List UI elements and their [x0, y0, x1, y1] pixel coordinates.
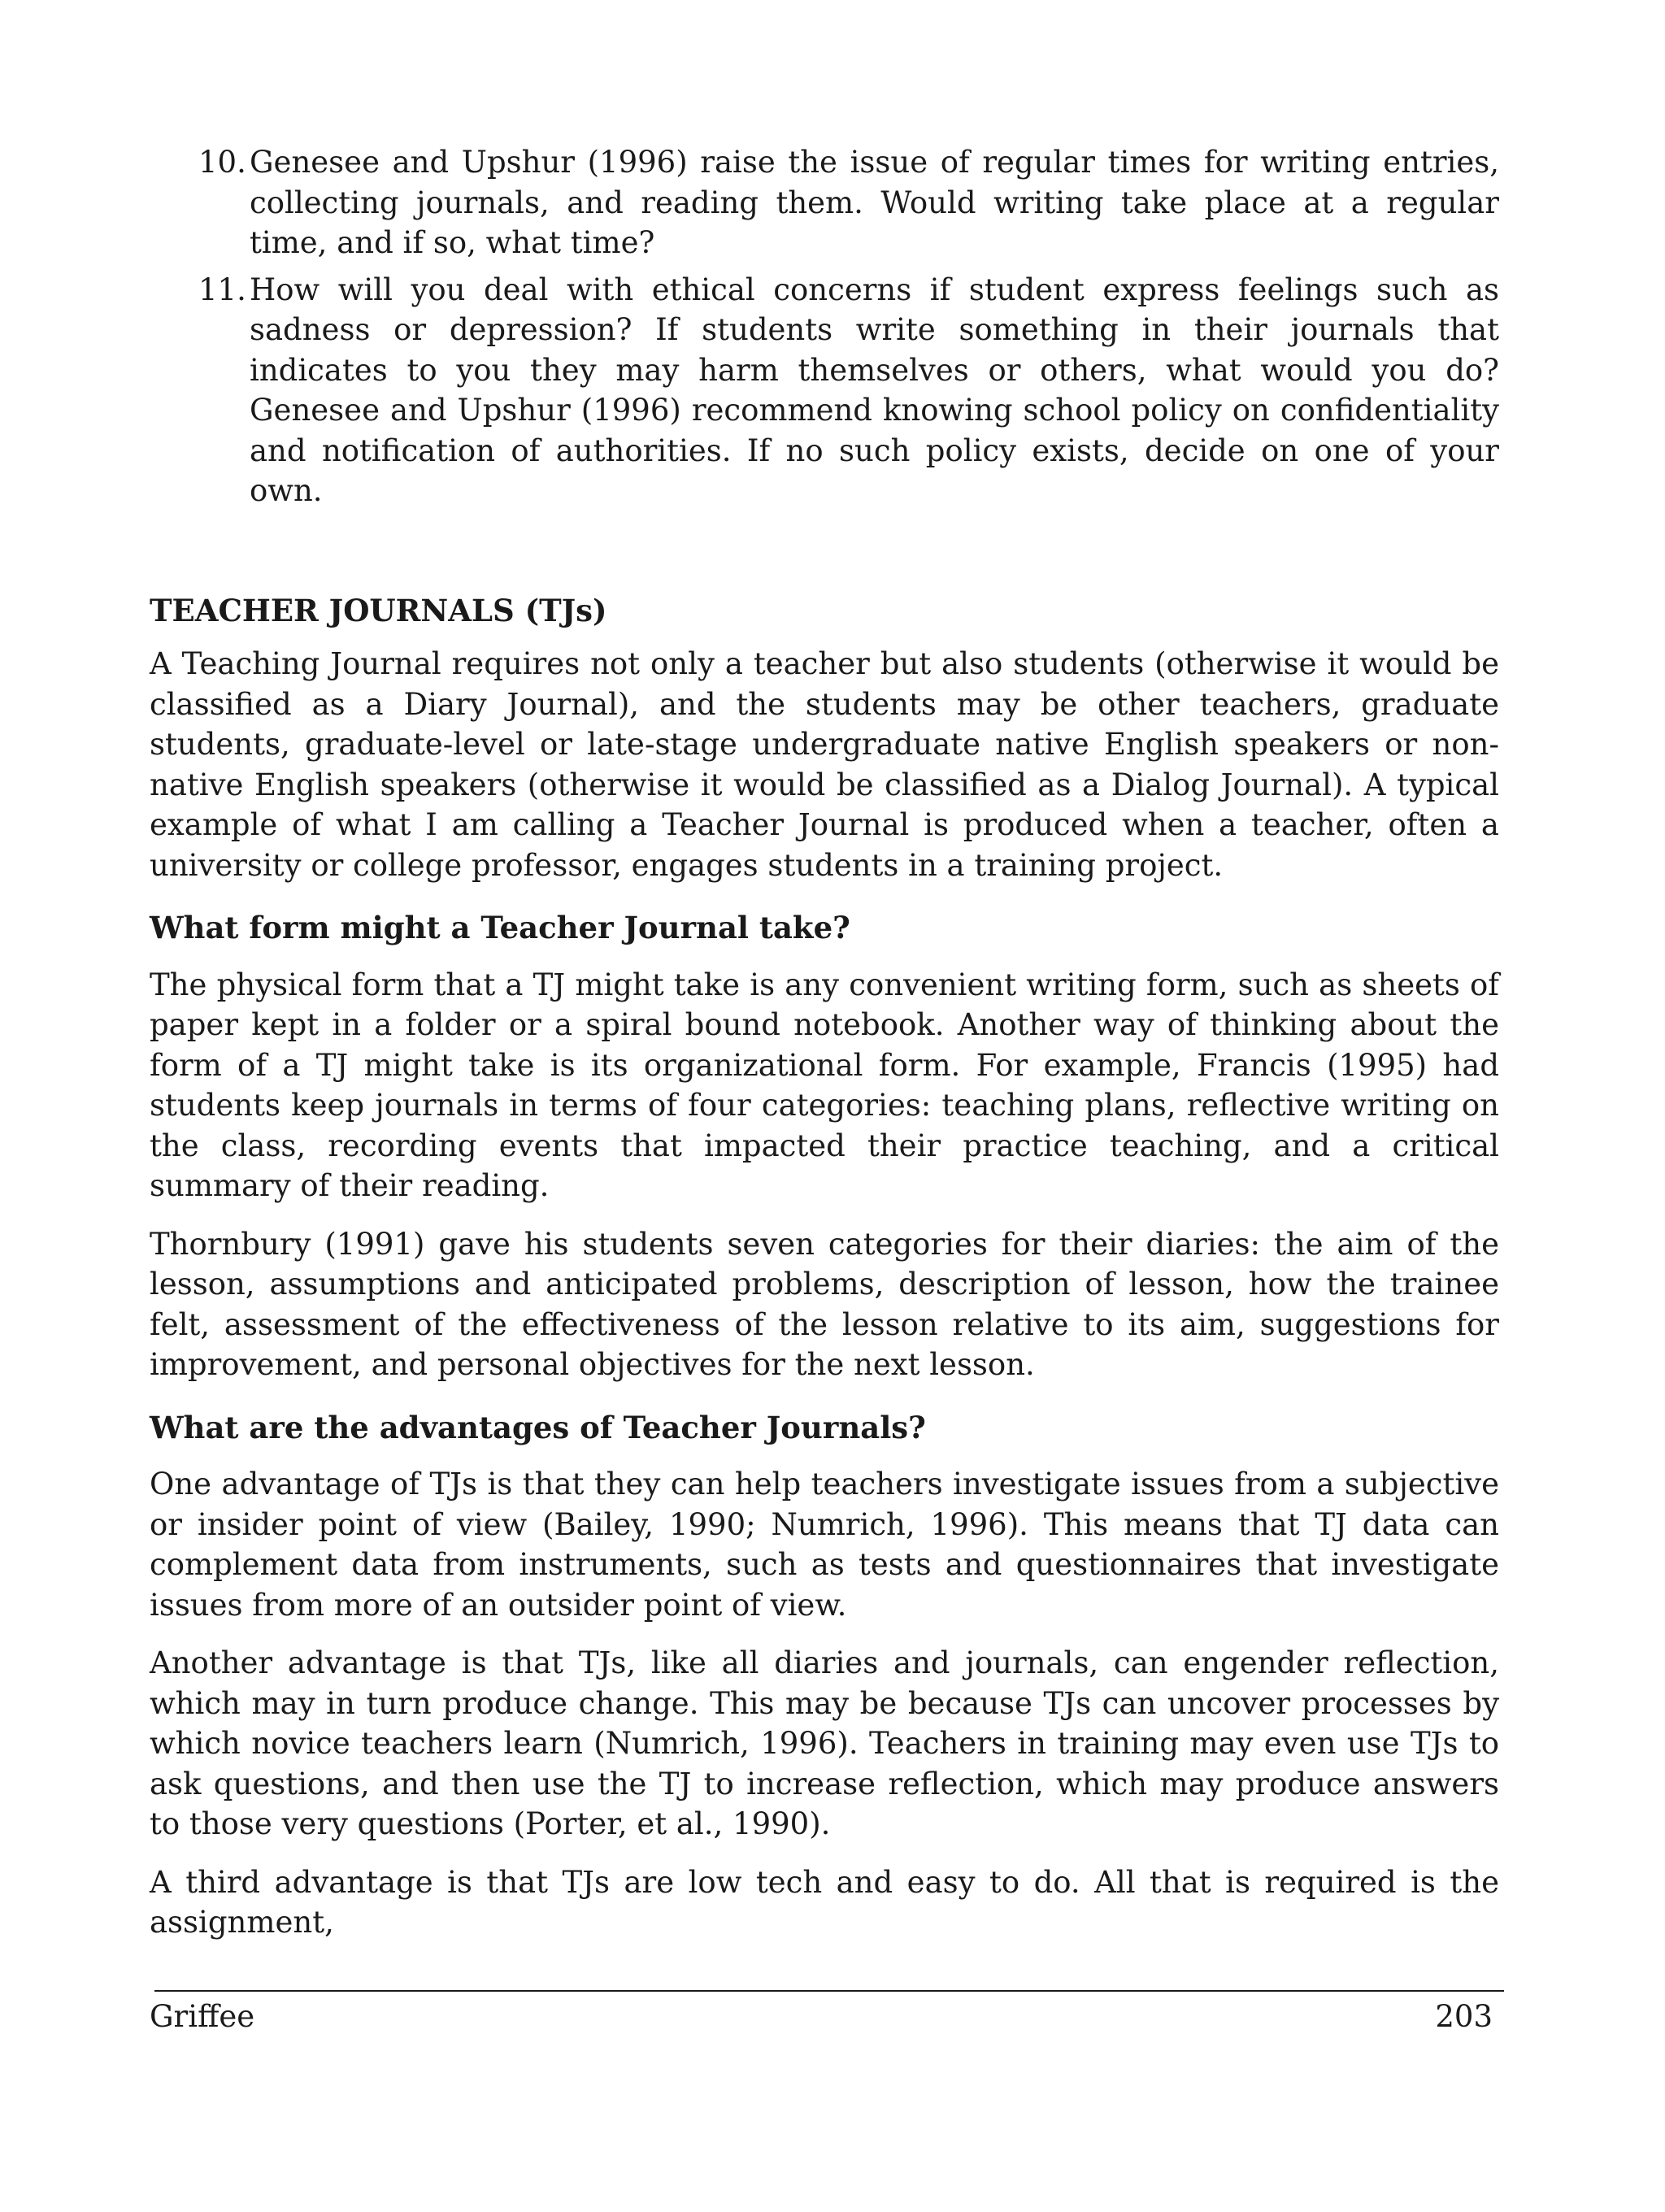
paragraph: Thornbury (1991) gave his students seven categories for their diaries: the aim of the lesson, assumptions and anticipated problems, description of lesson, how the trainee felt, assessment of the effectiveness of the lesson relative to its aim, suggestions for improvement, and personal objectives for the next lesson. — [150, 1226, 1499, 1382]
footer-author: Griffee — [150, 1999, 255, 2034]
section-heading: TEACHER JOURNALS (TJs) — [150, 592, 607, 628]
list-item — [150, 270, 1499, 511]
section-intro-paragraph: A Teaching Journal requires not only a teacher but also students (otherwise it would be classified as a Diary Journal), and the students may be other teachers, graduate students, graduate-level or late-stage undergraduate native English speakers or non-native English speakers (otherwise it would be classified as a Dialog Journal). A typical example of what I am calling a Teacher Journal is produced when a teacher, often a university or college professor, engages students in a training project. — [150, 646, 1499, 883]
paragraph: One advantage of TJs is that they can help teachers investigate issues from a subjective or insider point of view (Bailey, 1990; Numrich, 1996). This means that TJ data can complement data from instruments, such as tests and questionnaires that investigate issues from more of an outsider point of view. — [150, 1467, 1499, 1623]
subsection-heading-advantages: What are the advantages of Teacher Journals? — [150, 1409, 926, 1445]
subsection-heading-form: What form might a Teacher Journal take? — [150, 910, 850, 945]
list-item-text: How will you deal with ethical concerns if student express feelings such as sadness or depression? If students write something in their journals that indicates to you they may harm themselves or others, what would you do? Genesee and Upshur (1996) recommend knowing school policy on confidentiality and notification of authorities. If no such policy exists, decide on one of your own. — [250, 272, 1499, 508]
list-item-text: Genesee and Upshur (1996) raise the issue of regular times for writing entries, collecting journals, and reading them. Would writing take place at a regular time, and if so, what time? — [250, 145, 1499, 260]
page-content — [150, 142, 1499, 1961]
paragraph: A third advantage is that TJs are low tech and easy to do. All that is required is the assignment, — [150, 1864, 1499, 1940]
paragraph: The physical form that a TJ might take is any convenient writing form, such as sheets of paper kept in a folder or a spiral bound notebook. Another way of thinking about the form of a TJ might take is its organizational form. For example, Francis (1995) had students keep journals in terms of four categories: teaching plans, reflective writing on the class, recording events that impacted their practice teaching, and a critical summary of their reading. — [150, 967, 1499, 1203]
footer-divider — [154, 1990, 1504, 1992]
paragraph: Another advantage is that TJs, like all diaries and journals, can engender reflection, which may in turn produce change. This may be because TJs can uncover processes by which novice teachers learn (Numrich, 1996). Teachers in training may even use TJs to ask questions, and then use the TJ to increase reflection, which may produce answers to those very questions (Porter, et al., 1990). — [150, 1645, 1499, 1841]
page-number: 203 — [1435, 1999, 1493, 2034]
list-item-number: 10. — [198, 145, 246, 180]
numbered-list — [150, 142, 1499, 511]
list-item-number: 11. — [198, 272, 246, 307]
list-item — [150, 142, 1499, 263]
